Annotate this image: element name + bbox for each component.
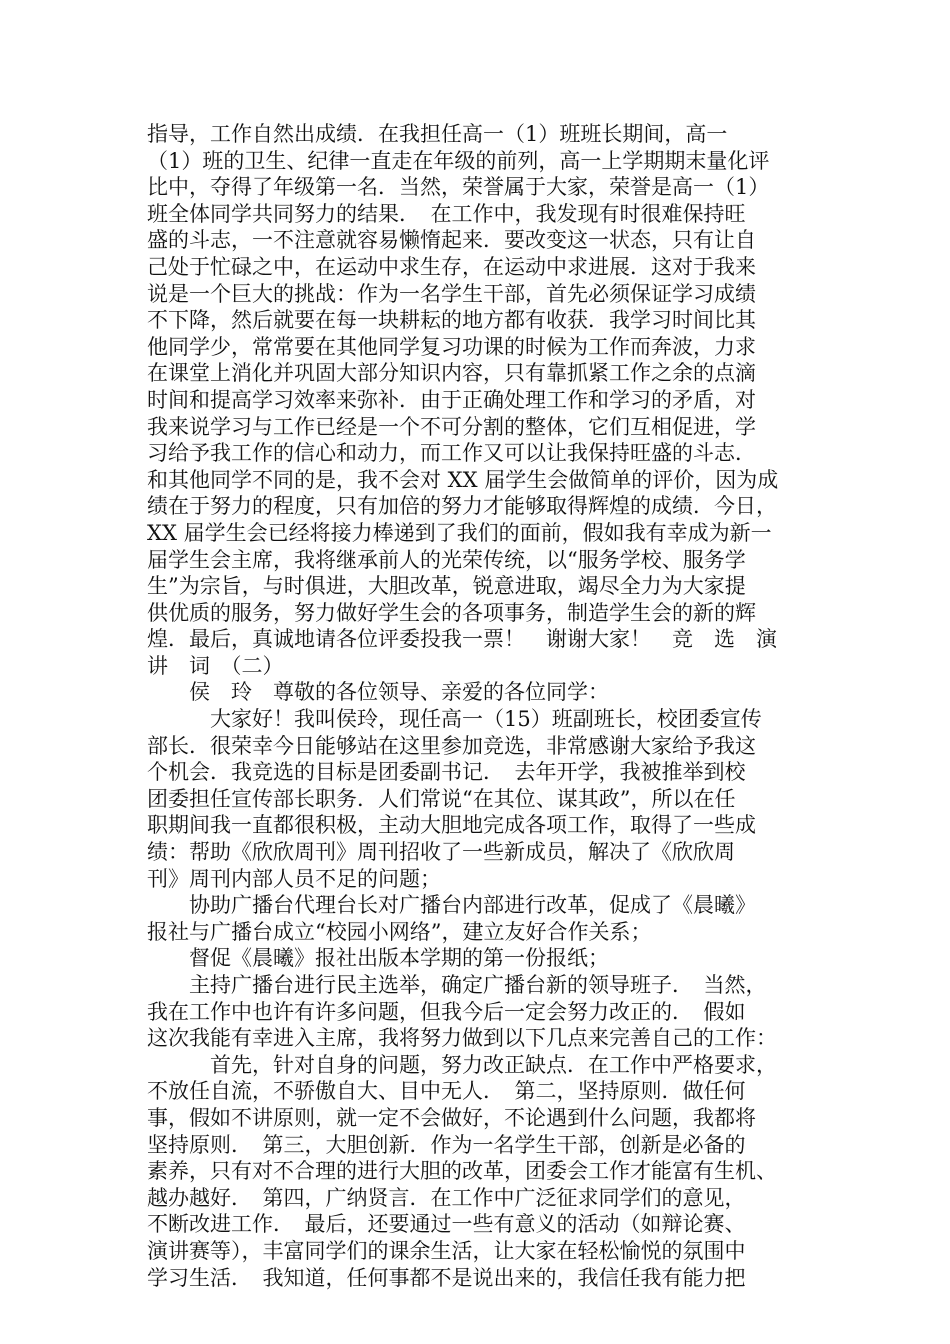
text-line: 团委担任宣传部长职务．人们常说“在其位、谋其政”，所以在任 <box>147 786 736 811</box>
text-line: 不断改进工作． 最后，还要通过一些有意义的活动（如辩论赛、 <box>147 1212 746 1237</box>
text-line: 绩在于努力的程度，只有加倍的努力才能够取得辉煌的成绩．今日， <box>147 494 777 519</box>
text-line: 越办越好． 第四，广纳贤言．在工作中广泛征求同学们的意见， <box>147 1185 746 1210</box>
text-line: 己处于忙碌之中，在运动中求生存，在运动中求进展．这对于我来 <box>147 254 756 279</box>
text-line: 和其他同学不同的是，我不会对 XX 届学生会做简单的评价，因为成 <box>147 467 779 492</box>
text-line: 演讲赛等），丰富同学们的课余生活，让大家在轻松愉悦的氛围中 <box>147 1238 746 1263</box>
text-line: 供优质的服务，努力做好学生会的各项事务，制造学生会的新的辉 <box>147 600 756 625</box>
text-line: 生”为宗旨，与时俱进，大胆改革，锐意进取，竭尽全力为大家提 <box>147 574 746 599</box>
text-line: 首先，针对自身的问题，努力改正缺点．在工作中严格要求， <box>147 1052 777 1077</box>
text-line: 侯 玲 尊敬的各位领导、亲爱的各位同学： <box>147 680 609 705</box>
text-line: 盛的斗志，一不注意就容易懒惰起来．要改变这一状态，只有让自 <box>147 228 756 253</box>
text-line: 大家好！我叫侯玲，现任高一（15）班副班长，校团委宣传 <box>147 707 762 732</box>
text-line: 时间和提高学习效率来弥补．由于正确处理工作和学习的矛盾，对 <box>147 387 756 412</box>
text-line: 我来说学习与工作已经是一个不可分割的整体，它们互相促进，学 <box>147 414 756 439</box>
text-line: 讲 词 （二） <box>147 653 284 678</box>
text-line: 煌．最后，真诚地请各位评委投我一票！ 谢谢大家！ 竞 选 演 <box>147 627 777 652</box>
text-line: 刊》周刊内部人员不足的问题； <box>147 866 441 891</box>
text-line: 我在工作中也许有许多问题，但我今后一定会努力改正的． 假如 <box>147 999 746 1024</box>
text-line: 学习生活． 我知道，任何事都不是说出来的，我信任我有能力把 <box>147 1265 746 1290</box>
text-line: （1）班的卫生、纪律一直走在年级的前列，高一上学期期末量化评 <box>147 148 770 173</box>
text-line: 协助广播台代理台长对广播台内部进行改革，促成了《晨曦》 <box>147 893 756 918</box>
text-line: 绩：帮助《欣欣周刊》周刊招收了一些新成员，解决了《欣欣周 <box>147 840 735 865</box>
text-line: 指导，工作自然出成绩．在我担任高一（1）班班长期间，高一 <box>147 122 728 146</box>
text-line: 个机会．我竞选的目标是团委副书记． 去年开学，我被推举到校 <box>147 760 746 785</box>
text-line: 不下降，然后就要在每一块耕耘的地方都有收获．我学习时间比其 <box>147 308 756 333</box>
text-line: 素养，只有对不合理的进行大胆的改革，团委会工作才能富有生机、 <box>147 1159 777 1184</box>
text-line: 比中，夺得了年级第一名．当然，荣誉属于大家，荣誉是高一（1） <box>147 175 770 200</box>
text-line: 报社与广播台成立“校园小网络”，建立友好合作关系； <box>147 919 652 944</box>
text-line: 督促《晨曦》报社出版本学期的第一份报纸； <box>147 946 609 971</box>
text-line: 职期间我一直都很积极，主动大胆地完成各项工作，取得了一些成 <box>147 813 756 838</box>
text-line: 事，假如不讲原则，就一定不会做好，不论遇到什么问题，我都将 <box>147 1105 756 1130</box>
text-line: 他同学少，常常要在其他同学复习功课的时候为工作而奔波，力求 <box>147 334 756 359</box>
text-line: 坚持原则． 第三，大胆创新．作为一名学生干部，创新是必备的 <box>147 1132 746 1157</box>
text-line: 不放任自流，不骄傲自大、目中无人． 第二，坚持原则．做任何 <box>147 1079 746 1104</box>
text-line: 主持广播台进行民主选举，确定广播台新的领导班子． 当然， <box>147 973 767 997</box>
text-line: XX 届学生会已经将接力棒递到了我们的面前，假如我有幸成为新一 <box>147 520 772 545</box>
text-line: 在课堂上消化并巩固大部分知识内容，只有靠抓紧工作之余的点滴 <box>147 361 756 386</box>
text-line: 习给予我工作的信心和动力，而工作又可以让我保持旺盛的斗志． <box>147 441 756 466</box>
text-line: 这次我能有幸进入主席，我将努力做到以下几点来完善自己的工作： <box>147 1026 777 1051</box>
text-line: 班全体同学共同努力的结果． 在工作中，我发现有时很难保持旺 <box>147 201 746 226</box>
text-line: 部长．很荣幸今日能够站在这里参加竞选，非常感谢大家给予我这 <box>147 733 756 758</box>
text-line: 届学生会主席，我将继承前人的光荣传统，以“服务学校、服务学 <box>147 547 746 572</box>
speech-text-body <box>147 121 827 1291</box>
text-line: 说是一个巨大的挑战：作为一名学生干部，首先必须保证学习成绩 <box>147 281 756 306</box>
